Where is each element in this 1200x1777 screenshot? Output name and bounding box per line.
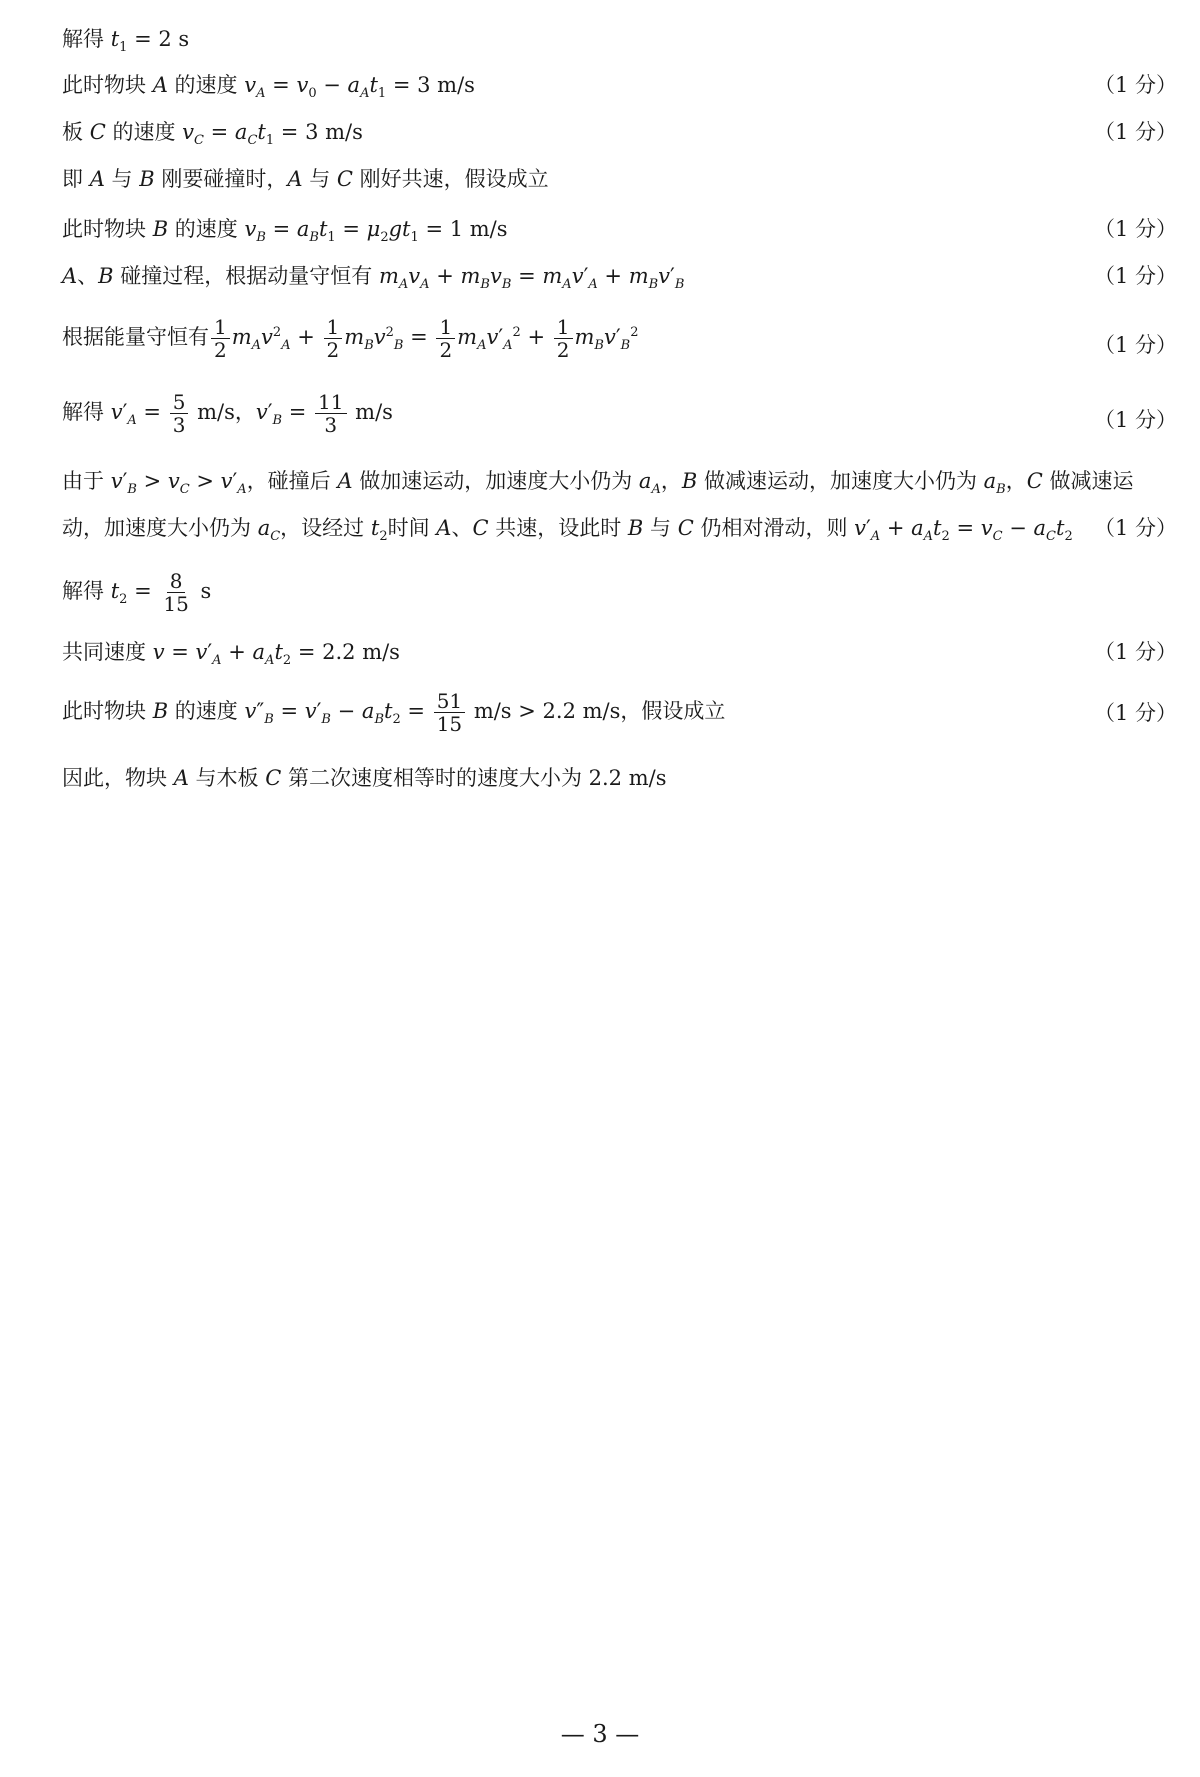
score-label: （1 分） (1093, 640, 1177, 664)
line-text: 此时物块 B 的速度 $v''_B = v'_B - a_Bt_2$ = $\frac{51}{15}$ m/s > 2.2 m/s，假设成立 (62, 689, 726, 736)
solution-line-4 (62, 164, 1177, 194)
score-label: （1 分） (1093, 217, 1177, 241)
solution-line-2 (62, 70, 1177, 109)
solution-line-14 (62, 763, 1177, 793)
solution-line-5 (62, 214, 1177, 253)
line-text: 此时物块 A 的速度 $v_A = v_0 - a_At_1 = 3$ m/s (62, 73, 475, 102)
solution-line-13 (62, 690, 1177, 735)
fraction: $\frac{11}{3}$ (315, 391, 346, 436)
score-label: （1 分） (1093, 516, 1177, 540)
line-text: 解得 $v'_A$ = $\frac{5}{3}$ m/s，$v'_B$ = $\frac{11}{3}$ m/s (62, 390, 393, 437)
solution-line-8 (62, 391, 1177, 436)
line-text: 由于 $v'_B > v_C > v'_A$，碰撞后 A 做加速运动，加速度大小仍为 $a_A$，B 做减速运动，加速度大小仍为 $a_B$，C 做减速运 (62, 469, 1134, 498)
score-label: （1 分） (1093, 408, 1177, 432)
line-text: 板 C 的速度 $v_C = a_Ct_1 = 3$ m/s (62, 120, 363, 149)
line-text: 动，加速度大小仍为 $a_C$，设经过 $t_2$时间 A、C 共速，设此时 B 与 C 仍相对滑动，则 $v'_A + a_At_2 = v_C - a_Ct_2$ (62, 516, 1073, 545)
line-text: 解得 $t_1 = 2$ s (62, 27, 190, 56)
fraction: $\frac{5}{3}$ (170, 391, 189, 436)
score-label: （1 分） (1093, 73, 1177, 97)
score-label: （1 分） (1093, 701, 1177, 725)
line-text: 共同速度 $v = v'_A + a_At_2 = 2.2$ m/s (62, 640, 400, 669)
score-label: （1 分） (1093, 264, 1177, 288)
fraction: $\frac{1}{2}$ (436, 316, 455, 361)
solution-line-6 (62, 261, 1177, 300)
line-text: 此时物块 B 的速度 $v_B = a_Bt_1 = \mu_2gt_1 = 1$ m/s (62, 217, 508, 246)
solution-line-12 (62, 637, 1177, 676)
score-label: （1 分） (1093, 120, 1177, 144)
score-label: （1 分） (1093, 333, 1177, 357)
fraction: $\frac{1}{2}$ (554, 316, 573, 361)
solution-line-10 (62, 513, 1177, 552)
line-text: 根据能量守恒有 $\frac{1}{2}$ $m_Av^2_A$ + $\frac{1}{2}$ $m_Bv^2_B$ = $\frac{1}{2}$ $m_Av'_A^2$ + $\frac{1}{2}$ $m_Bv'_B^2$ (62, 315, 639, 362)
solution-line-11 (62, 570, 1177, 615)
solution-line-7 (62, 316, 1177, 361)
solution-line-1 (62, 24, 1177, 63)
solution-line-9 (62, 466, 1177, 505)
line-text: 解得 $t_2$ = $\frac{8}{15}$ s (62, 569, 212, 616)
line-text: 因此，物块 A 与木板 C 第二次速度相等时的速度大小为 2.2 m/s (62, 766, 667, 790)
page-number: — 3 — (560, 1720, 640, 1748)
line-text: 即 A 与 B 刚要碰撞时，A 与 C 刚好共速，假设成立 (62, 167, 549, 191)
fraction: $\frac{8}{15}$ (163, 569, 189, 616)
solution-line-3 (62, 117, 1177, 156)
fraction: $\frac{1}{2}$ (324, 316, 343, 361)
fraction: $\frac{1}{2}$ (211, 316, 230, 361)
fraction: $\frac{51}{15}$ (434, 690, 465, 735)
line-text: A、B 碰撞过程，根据动量守恒有 $m_Av_A + m_Bv_B = m_Av'_A + m_Bv'_B$ (62, 264, 685, 293)
